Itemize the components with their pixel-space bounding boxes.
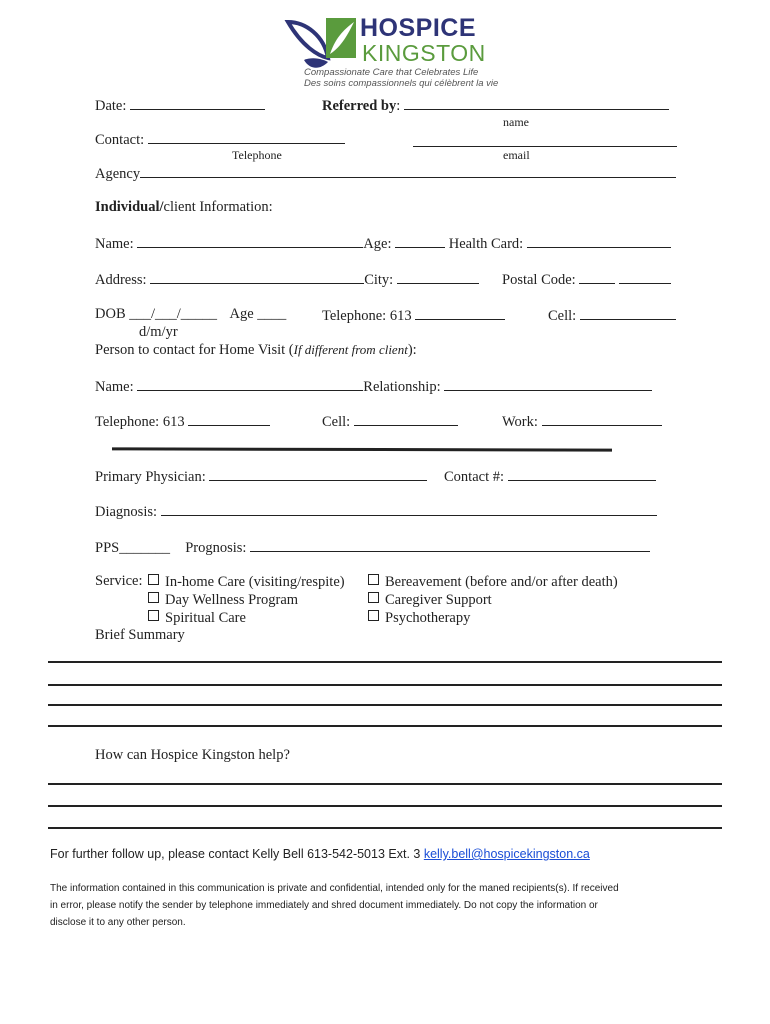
work-field[interactable]: [542, 412, 662, 426]
followup-row: [50, 847, 590, 861]
disclaimer-line-1: The information contained in this communication is private and confidential, intended only for the maned recipients(s). If received: [50, 883, 619, 894]
address-field[interactable]: [150, 270, 364, 284]
work-label: Work:: [502, 414, 538, 430]
relationship-field[interactable]: [444, 377, 652, 391]
summary-line-1[interactable]: [48, 661, 722, 663]
agency-row: [95, 164, 676, 183]
contact-work-row: [502, 412, 662, 431]
contact-name-field[interactable]: [137, 377, 363, 391]
checkbox-icon[interactable]: [368, 574, 379, 585]
disclaimer-line-3: disclose it to any other person.: [50, 917, 186, 928]
client-section-title: [95, 199, 273, 216]
client-telephone-field[interactable]: [415, 306, 505, 320]
checkbox-icon[interactable]: [148, 592, 159, 603]
section-divider: [112, 447, 612, 451]
referred-by-name-field[interactable]: [404, 96, 669, 110]
help-line-1[interactable]: [48, 783, 722, 785]
contact-email-link[interactable]: kelly.bell@hospicekingston.ca: [423, 847, 590, 861]
address-label: Address:: [95, 272, 147, 288]
service-option-bereavement[interactable]: [368, 573, 618, 591]
dob-row: [95, 306, 286, 323]
health-card-label: Health Card:: [448, 236, 524, 252]
contact-name-row: [95, 377, 652, 396]
summary-line-2[interactable]: [48, 684, 722, 686]
checkbox-icon[interactable]: [368, 592, 379, 603]
checkbox-icon[interactable]: [148, 574, 159, 585]
pps-row: [95, 538, 650, 557]
service-option-psychotherapy[interactable]: [368, 609, 618, 627]
client-name-field[interactable]: [137, 234, 363, 248]
pps-label[interactable]: PPS_______: [95, 540, 170, 556]
home-visit-title: [95, 342, 417, 359]
physician-field[interactable]: [209, 467, 427, 481]
summary-line-4[interactable]: [48, 725, 722, 727]
dob-label[interactable]: DOB ___/___/_____: [95, 306, 218, 322]
disclaimer: [50, 880, 619, 931]
logo-tagline-fr: Des soins compassionnels qui célèbrent la vie: [304, 78, 499, 89]
client-age2-label[interactable]: Age ____: [229, 306, 287, 322]
referred-by-row: [322, 96, 669, 115]
telephone-caption: Telephone: [232, 148, 282, 162]
service-option-in-home-care[interactable]: [148, 573, 345, 591]
contact-row: [95, 130, 345, 149]
date-field[interactable]: [130, 96, 265, 110]
brief-summary-label: Brief Summary: [95, 627, 185, 643]
followup-text: For further follow up, please contact Kelly Bell 613-542-5013 Ext. 3: [50, 847, 421, 861]
client-age-label: Age:: [363, 236, 392, 252]
client-section-bold: Individual/: [95, 199, 164, 215]
contact-telephone-row: [95, 412, 270, 431]
postal-code-label: Postal Code:: [502, 272, 576, 288]
home-visit-italic: If different from client: [293, 342, 408, 357]
diagnosis-row: [95, 502, 657, 521]
home-visit-close: ):: [407, 342, 417, 358]
contact-label: Contact:: [95, 132, 145, 148]
service-option-spiritual-care[interactable]: [148, 609, 345, 627]
postal-code-row: [502, 270, 671, 289]
contact-name-label: Name:: [95, 379, 134, 395]
contact-cell-label: Cell:: [322, 414, 351, 430]
date-label: Date:: [95, 98, 127, 114]
physician-contact-field[interactable]: [508, 467, 656, 481]
postal-code-field-1[interactable]: [579, 270, 615, 284]
option-label: Spiritual Care: [165, 610, 246, 626]
prognosis-label: Prognosis:: [185, 540, 247, 556]
referred-by-label: Referred by: [322, 98, 397, 114]
service-right-options: [368, 573, 618, 627]
summary-line-3[interactable]: [48, 704, 722, 706]
dmy-caption: d/m/yr: [139, 324, 178, 340]
option-label: Bereavement (before and/or after death): [385, 574, 618, 590]
contact-telephone-number-field[interactable]: [188, 412, 270, 426]
prognosis-field[interactable]: [250, 538, 650, 552]
logo-name-line2: KINGSTON: [362, 40, 486, 66]
disclaimer-line-2: in error, please notify the sender by telephone immediately and shred document immediately. Do not copy the information or: [50, 900, 598, 911]
client-name-row: [95, 234, 671, 253]
service-label: Service:: [95, 573, 143, 589]
contact-cell-field[interactable]: [354, 412, 458, 426]
physician-contact-row: [444, 467, 656, 486]
physician-label: Primary Physician:: [95, 469, 206, 485]
hospice-kingston-logo: [284, 14, 499, 92]
email-caption: email: [503, 148, 530, 162]
help-question: How can Hospice Kingston help?: [95, 747, 290, 763]
client-cell-label: Cell:: [548, 308, 577, 324]
option-label: Day Wellness Program: [165, 592, 299, 608]
physician-row: [95, 467, 427, 486]
name-caption: name: [503, 115, 529, 129]
physician-contact-label: Contact #:: [444, 469, 505, 485]
contact-cell-row: [322, 412, 458, 431]
health-card-field[interactable]: [527, 234, 671, 248]
help-line-3[interactable]: [48, 827, 722, 829]
client-telephone-label: Telephone: 613: [322, 308, 412, 324]
home-visit-label: Person to contact for Home Visit (: [95, 342, 294, 358]
relationship-label: Relationship:: [363, 379, 441, 395]
logo-tagline-en: Compassionate Care that Celebrates Life: [304, 67, 479, 78]
option-label: In-home Care (visiting/respite): [165, 574, 345, 590]
date-row: [95, 96, 265, 115]
service-left-options: [148, 573, 345, 627]
service-option-day-wellness[interactable]: [148, 591, 345, 609]
referred-by-colon: :: [396, 98, 401, 114]
checkbox-icon[interactable]: [148, 610, 159, 621]
city-field[interactable]: [397, 270, 479, 284]
client-address-row: [95, 270, 479, 289]
client-age-field[interactable]: [395, 234, 445, 248]
postal-code-field-2[interactable]: [619, 270, 671, 284]
client-telephone-row: [322, 306, 505, 325]
city-label: City:: [364, 272, 394, 288]
help-line-2[interactable]: [48, 805, 722, 807]
client-cell-row: [548, 306, 676, 325]
option-label: Psychotherapy: [385, 610, 471, 626]
option-label: Caregiver Support: [385, 592, 492, 608]
agency-field[interactable]: [140, 164, 676, 178]
checkbox-icon[interactable]: [368, 610, 379, 621]
diagnosis-label: Diagnosis:: [95, 504, 158, 520]
referred-by-email-field[interactable]: [413, 133, 677, 147]
client-section-rest: client Information:: [163, 199, 273, 215]
contact-telephone-label: Telephone: 613: [95, 414, 185, 430]
diagnosis-field[interactable]: [161, 502, 657, 516]
logo-name-line1: HOSPICE: [360, 14, 477, 42]
client-name-label: Name:: [95, 236, 134, 252]
contact-telephone-field[interactable]: [148, 130, 345, 144]
agency-label: Agency: [95, 166, 141, 182]
service-option-caregiver-support[interactable]: [368, 591, 618, 609]
client-cell-field[interactable]: [580, 306, 676, 320]
